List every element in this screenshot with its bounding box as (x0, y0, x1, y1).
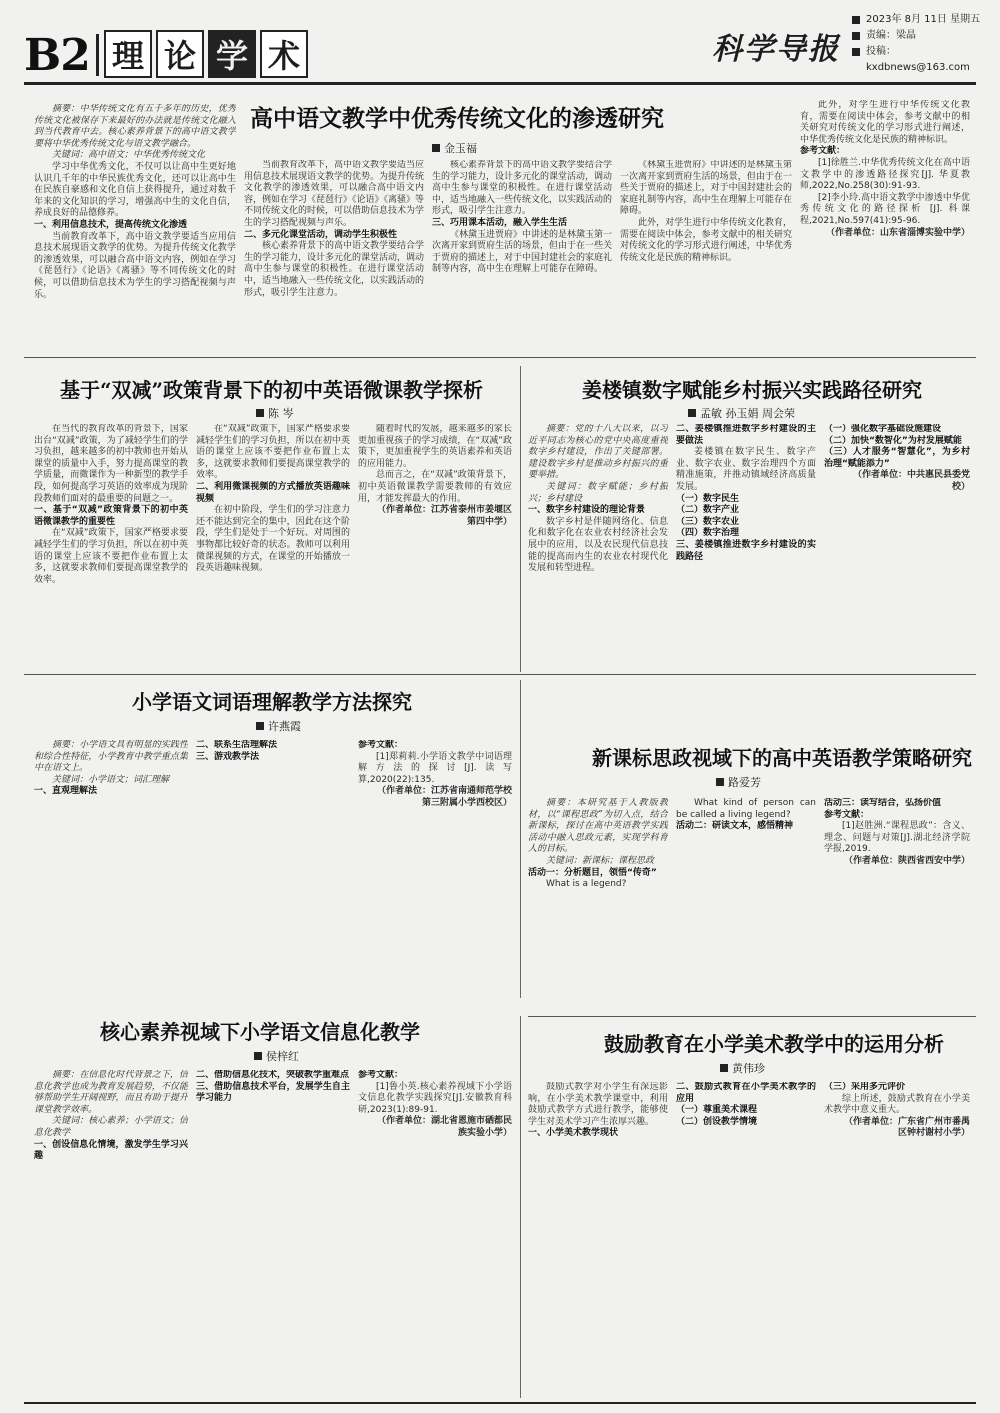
bullet-icon (716, 778, 724, 786)
article-column (824, 798, 970, 1010)
article-column (800, 100, 970, 350)
issue-date: 2023年 8月 11日 星期五 (866, 14, 981, 25)
section-heading: 一、数字乡村建设的理论背景 (528, 505, 646, 516)
article-column (196, 424, 350, 670)
paragraph: 数字乡村是伴随网络化、信息化和数字化在农业农村经济社会发展中的应用，以及农民现代信息技能的提高而内生的农业农村现代化发展和转型进程。 (528, 516, 668, 574)
article-column (528, 424, 668, 670)
section-heading: （二）加快“数智化”为村发展赋能 (824, 435, 962, 446)
paragraph: 在当代的教育改革的背景下，国家出台“双减”政策，为了减轻学生们的学习负担，越来越多的初中教师也开始从课堂的质量中入手，努力提高课堂的教学质量，而微课作为一种新型的教学手段，如何提高学习英语的效率成为现阶段教师们面对的最重要的问题之一。 (34, 424, 188, 504)
section-heading: （一）强化数字基础设施建设 (824, 424, 942, 434)
paragraph: 在“双减”政策下，国家严格要求要减轻学生们的学习负担，所以在初中英语的课堂上应该不要把作业布置上太多，这就要求教师们要提高课堂教学的效率。 (34, 528, 188, 585)
author-name: 金玉福 (444, 142, 477, 155)
reference-item: [1]郑莉莉.小学语文教学中词语理解方法的探讨[J].读写算,2020(22):135. (358, 751, 512, 785)
section-heading: 活动三：读写结合，弘扬价值 (824, 798, 942, 808)
paragraph: 总而言之，在“双减”政策背景下，初中英语微课教学需要教师的有效应用，才能发挥最大的作用。 (358, 470, 512, 504)
author-name: 路爱芳 (728, 776, 761, 789)
section-heading: 三、姜楼镇推进数字乡村建设的实践路径 (676, 539, 816, 562)
bullet-icon (256, 722, 264, 730)
author-affiliation: （作者单位：江苏省泰州市姜堰区第四中学） (376, 505, 512, 527)
article-title: 核心素养视域下小学语文信息化教学 (100, 1020, 420, 1044)
page-number: B2 (24, 30, 90, 81)
column-rule (520, 366, 521, 672)
bullet-icon (254, 1052, 262, 1060)
column-char: 术 (260, 30, 308, 78)
paragraph: 随着时代的发展，越来越多的家长更加重视孩子的学习成绩，在“双减”政策下，更加重视学生的英语素养和英语的应用能力。 (358, 424, 512, 469)
article-keywords: 关键词：小学语文；词汇理解 (52, 774, 170, 785)
section-heading: 三、游戏教学法 (196, 751, 260, 762)
section-heading: （四）数字治理 (676, 528, 740, 539)
bullet-icon (688, 409, 696, 417)
section-heading: 二、鼓励式教育在小学美术教学的应用 (676, 1082, 816, 1104)
article-byline (256, 718, 301, 734)
article-column (528, 798, 668, 1010)
article-byline (254, 1048, 299, 1064)
article-column (620, 160, 792, 350)
article-abstract: 摘要：中华传统文化有五千多年的历史，优秀传统文化被保存下来最好的办法就是传统文化融入到当代教育中去。核心素养背景下的高中语文教学要将中华优秀传统文化与语文教学融合。 (34, 104, 236, 149)
reference-item: [2]李小玲.高中语文教学中渗透中华优秀传统文化的路径探析 [J]. 科课程,2021,No.597(41):95-96. (800, 192, 970, 226)
section-divider (24, 357, 976, 358)
paragraph: What is a legend? (546, 879, 627, 890)
paragraph: 在“双减”政策下，国家严格要求要减轻学生们的学习负担，所以在初中英语的课堂上应该不要把作业布置上太多，这就要求教师们要提高课堂教学的效率。 (196, 424, 350, 481)
column-rule (520, 680, 521, 998)
article-column (824, 424, 970, 670)
masthead-rule (24, 82, 976, 85)
paragraph: 在初中阶段，学生们的学习注意力还不能达到完全的集中，因此在这个阶段，学生们是处于一个好玩、对周围的事物都比较好奇的状态。教师可以利用微课视频的方式，在课堂的开始播放一段英语趣味视频。 (196, 505, 350, 574)
bullet-icon (852, 32, 860, 40)
section-heading: 一、小学美术教学现状 (528, 1128, 619, 1139)
article-byline (716, 774, 761, 790)
bullet-icon (852, 48, 860, 56)
article-column (358, 1070, 512, 1398)
masthead-divider (96, 34, 99, 76)
author-name: 黄伟珍 (732, 1062, 765, 1075)
paragraph: 当前教育改革下，高中语文教学要适当应用信息技术展现语文教学的优势。为提升传统文化教学的渗透效果，可以融合高中语文内容，例如在学习《琵琶行》《论语》《离骚》等不同传统文化的时候，可以借助信息技术为学生的学习搭配视频与声乐。 (34, 231, 236, 300)
article-byline (432, 140, 477, 156)
author-affiliation: （作者单位：广东省广州市番禺区钟村谢村小学） (843, 1116, 970, 1139)
article-abstract: 摘要：在信息化时代背景之下，信息化教学也成为教育发展趋势，不仅能够帮助学生开阔视野，而且有助于提升课堂教学效率。 (34, 1070, 188, 1115)
reference-item: [1]赵胜洲.“课程思政”：含义、理念、问题与对策[J].湖北经济学院学报,2019. (824, 821, 970, 855)
author-affiliation: （作者单位：湖北省恩施市硒都民族实验小学） (376, 1116, 512, 1138)
section-heading: 活动二：研读文本，感悟精神 (676, 821, 794, 832)
article-column (34, 424, 188, 670)
article-title: 鼓励教育在小学美术教学中的运用分析 (604, 1032, 944, 1056)
article-title: 高中语文教学中优秀传统文化的渗透研究 (250, 105, 664, 132)
author-name: 侯梓红 (266, 1050, 299, 1063)
article-column (676, 798, 816, 1010)
article-title: 新课标思政视域下的高中英语教学策略研究 (592, 746, 972, 770)
column-char: 学 (208, 30, 256, 78)
author-affiliation: （作者单位：陕西省西安中学） (843, 855, 970, 866)
article-keywords: 关键词：数字赋能；乡村振兴；乡村建设 (528, 481, 668, 504)
article-keywords: 关键词：高中语文；中华优秀传统文化 (52, 150, 206, 161)
references-heading: 参考文献： (824, 809, 870, 820)
article-keywords: 关键词：新课标；课程思政 (546, 855, 655, 866)
bullet-icon (432, 144, 440, 152)
paragraph: 核心素养背景下的高中语文教学要结合学生的学习能力，设计多元化的课堂活动，调动高中生参与课堂的积极性。在进行课堂活动中，适当地融入一些传统文化，以实践活动的形式，吸引学生注意力。 (432, 160, 612, 217)
article-keywords: 关键词：核心素养；小学语文；信息化教学 (34, 1116, 188, 1138)
paper-logo: 科学导报 (712, 32, 840, 67)
section-heading: 一、基于“双减”政策背景下的初中英语微课教学的重要性 (34, 505, 188, 527)
article-column (528, 1082, 668, 1398)
section-heading: （一）数字民生 (676, 493, 740, 504)
section-heading: （三）采用多元评价 (824, 1082, 906, 1092)
paragraph: 此外，对学生进行中华传统文化教育，需要在阅读中体会，参考文献中的相关研究对传统文化的学习形式进行阐述，中华优秀传统文化是民族的精神标识。 (800, 100, 970, 145)
author-name: 陈 岑 (268, 407, 294, 420)
section-heading: （三）数字农业 (676, 516, 740, 527)
section-heading: 二、多元化课堂活动，调动学生积极性 (244, 229, 398, 240)
article-column (34, 1070, 188, 1398)
section-heading: 二、借助信息化技术，突破教学重难点 (196, 1070, 350, 1080)
article-column (676, 424, 816, 670)
section-heading: 一、直观理解法 (34, 786, 98, 797)
bullet-icon (852, 16, 860, 24)
section-heading: （三）人才服务“智慧化”，为乡村治理“赋能添力” (824, 447, 970, 469)
article-abstract: 摘要：本研究基于人教版教材，以“课程思政”为切入点，结合新课标，探讨在高中英语教学实践活动中融入思政元素，实现学科育人的目标。 (528, 798, 668, 855)
article-column (196, 1070, 350, 1398)
paragraph: 核心素养背景下的高中语文教学要结合学生的学习能力，设计多元化的课堂活动，调动高中生参与课堂的积极性。在进行课堂活动中，适当地融入一些传统文化，以实践活动的形式，吸引学生注意力。 (244, 241, 424, 298)
paragraph: 此外，对学生进行中华传统文化教育，需要在阅读中体会，参考文献中的相关研究对传统文化的学习形式进行阐述，中华优秀传统文化是民族的精神标识。 (620, 217, 792, 263)
paragraph: 《林黛玉进贾府》中讲述的是林黛玉第一次离开家到贾府生活的场景，但由于在一些关于贾府的描述上，对于中国封建社会的家庭礼制等内容，高中生在理解上可能存在障碍。 (432, 229, 612, 275)
issue-meta (852, 12, 992, 76)
section-heading: 一、利用信息技术，提高传统文化渗透 (34, 219, 188, 230)
section-heading: 一、创设信息化情境，激发学生学习兴趣 (34, 1139, 188, 1162)
reference-item: [1]徐胜兰.中华优秀传统文化在高中语文教学中的渗透路径探究[J]. 华夏教师,2022,No.258(30):91-93. (800, 157, 970, 192)
references-heading: 参考文献： (358, 1070, 404, 1080)
bottom-rule (24, 1402, 976, 1404)
column-name (104, 30, 312, 78)
author-name: 孟敏 孙玉娟 周会荣 (700, 407, 795, 420)
article-column (676, 1082, 816, 1398)
paragraph: 学习中华优秀文化，不仅可以让高中生更好地认识几千年的中华民族优秀文化，还可以让高中生在民族自豪感和文化自信上获得提升，通过对数千年来的文化知识的学习，增强高中生的文化自信，养成良好的品德修养。 (34, 161, 236, 219)
article-column (824, 1082, 970, 1398)
author-affiliation: （作者单位：山东省淄博实验中学） (825, 227, 970, 238)
article-title: 姜楼镇数字赋能乡村振兴实践路径研究 (582, 378, 922, 402)
masthead (0, 0, 1000, 88)
author-name: 许燕霞 (268, 720, 301, 733)
references-heading: 参考文献： (358, 740, 404, 750)
bullet-icon (256, 409, 264, 417)
reference-item: [1]鲁小英.核心素养视域下小学语文信息化教学实践探究[J].安徽教育科研,2023(1):89-91. (358, 1081, 512, 1115)
section-heading: 活动一：分析题目，领悟“传奇” (528, 867, 657, 878)
article-column (196, 740, 350, 998)
section-heading: （二）数字产业 (676, 505, 740, 516)
section-divider (24, 674, 976, 675)
article-column (34, 740, 188, 998)
article-column (34, 104, 236, 350)
column-char: 论 (156, 30, 204, 78)
section-heading: 三、借助信息技术平台，发展学生自主学习能力 (196, 1081, 350, 1104)
article-column (244, 160, 424, 350)
section-heading: 三、巧用课本活动，融入学生生活 (432, 217, 568, 228)
article-title: 小学语文词语理解教学方法探究 (132, 690, 412, 714)
article-column (358, 424, 512, 670)
paragraph: 《林黛玉进贾府》中讲述的是林黛玉第一次离开家到贾府生活的场景，但由于在一些关于贾府的描述上，对于中国封建社会的家庭礼制等内容，高中生在理解上可能存在障碍。 (620, 160, 792, 217)
bullet-icon (720, 1064, 728, 1072)
section-heading: 二、姜楼镇推进数字乡村建设的主要做法 (676, 424, 816, 446)
paragraph: What kind of person can be called a living legend? (676, 798, 816, 820)
article-column (432, 160, 612, 350)
paragraph: 姜楼镇在数字民生、数字产业、数字农业、数字治理四个方面精准施策，并推动镇域经济高质量发展。 (676, 447, 816, 492)
section-divider (528, 1016, 976, 1017)
article-byline (256, 405, 294, 421)
paragraph: 当前教育改革下，高中语文教学要适当应用信息技术展现语文教学的优势。为提升传统文化教学的渗透效果，可以融合高中语文内容，例如在学习《琵琶行》《论语》《离骚》等不同传统文化的时候，可以借助信息技术为学生的学习搭配视频与声乐。 (244, 160, 424, 228)
section-heading: （二）创设教学情境 (676, 1116, 758, 1127)
author-affiliation: （作者单位：江苏省南通师范学校第三附属小学西校区） (376, 786, 512, 808)
article-title: 基于“双减”政策背景下的初中英语微课教学探析 (60, 378, 484, 402)
author-affiliation: （作者单位：中共惠民县委党校） (852, 470, 970, 492)
column-char: 理 (104, 30, 152, 78)
paragraph: 鼓励式教学对小学生有深远影响，在小学美术教学课堂中，利用鼓励式教学方式进行教学，能够使学生对美术学习产生浓厚兴趣。 (528, 1082, 668, 1127)
article-column (358, 740, 512, 998)
section-heading: 二、联系生活理解法 (196, 740, 278, 750)
section-heading: （一）尊重美术课程 (676, 1105, 758, 1116)
paragraph: 综上所述，鼓励式教育在小学美术教学中意义重大。 (824, 1093, 970, 1116)
issue-email[interactable]: 投稿：kxdbnews@163.com (866, 46, 970, 73)
article-byline (720, 1060, 765, 1076)
article-abstract: 摘要：党的十八大以来，以习近平同志为核心的党中央高度重视数字乡村建设，作出了关键部署。建设数字乡村是推动乡村振兴的重要举措。 (528, 424, 668, 481)
issue-editor: 责编：梁晶 (866, 30, 916, 41)
article-abstract: 摘要：小学语文具有明显的实践性和综合性特征，小学教育中教学重点集中在语文上。 (34, 740, 188, 774)
article-byline (688, 405, 795, 421)
references-heading: 参考文献： (800, 146, 846, 157)
column-rule (520, 1016, 521, 1398)
section-heading: 二、利用微课视频的方式播放英语趣味视频 (196, 481, 350, 504)
